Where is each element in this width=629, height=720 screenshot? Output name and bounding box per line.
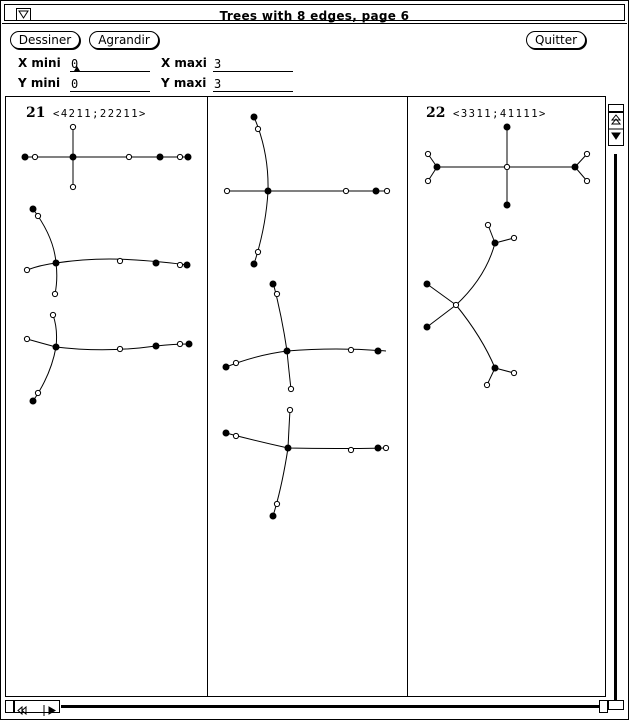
tree-vertex bbox=[492, 240, 498, 246]
tree-vertex bbox=[184, 262, 190, 268]
tree-vertex bbox=[22, 154, 28, 160]
tree-vertex bbox=[177, 262, 182, 267]
tree-vertex bbox=[233, 433, 238, 438]
tree-vertex bbox=[35, 213, 40, 218]
tree-canvas bbox=[5, 96, 606, 697]
down-arrow-icon bbox=[612, 133, 620, 139]
tree-vertex bbox=[32, 154, 37, 159]
triangle-down-icon bbox=[17, 9, 30, 20]
tree-vertex bbox=[224, 188, 229, 193]
tree-vertex bbox=[53, 260, 59, 266]
hscroll-track[interactable] bbox=[61, 705, 599, 708]
tree-vertex bbox=[492, 365, 498, 371]
title-bar bbox=[2, 2, 627, 24]
tree-vertices bbox=[22, 114, 590, 519]
tree-drawing bbox=[27, 315, 189, 401]
tree-vertex bbox=[484, 382, 489, 387]
tree-vertex bbox=[52, 291, 57, 296]
tree-vertex bbox=[30, 206, 36, 212]
enlarge-button[interactable]: Agrandir bbox=[89, 31, 159, 49]
vertical-scrollbar[interactable] bbox=[608, 104, 624, 714]
draw-button[interactable]: Dessiner bbox=[10, 31, 80, 49]
hscroll-left-cap[interactable] bbox=[5, 700, 14, 713]
scroll-bottom-cap[interactable] bbox=[608, 700, 624, 710]
tree-vertex bbox=[434, 164, 440, 170]
tree-vertex bbox=[53, 344, 59, 350]
hscroll-elevator[interactable] bbox=[14, 700, 60, 713]
tree-vertex bbox=[375, 348, 381, 354]
tree-vertex bbox=[424, 281, 430, 287]
double-left-arrow-icon bbox=[18, 707, 26, 714]
window-title: Trees with 8 edges, page 6 bbox=[219, 9, 410, 23]
tree-vertex bbox=[153, 260, 159, 266]
tree-drawing bbox=[27, 209, 187, 294]
hscroll-right-cap[interactable] bbox=[599, 700, 608, 713]
tree-vertex bbox=[70, 154, 76, 160]
tree-vertex bbox=[251, 261, 257, 267]
tree-vertex bbox=[153, 343, 159, 349]
x-min-label: X mini bbox=[18, 56, 61, 70]
tree-vertex bbox=[255, 126, 260, 131]
tree-vertex bbox=[270, 281, 276, 287]
tree-vertex bbox=[70, 124, 75, 129]
tree-vertex bbox=[24, 336, 29, 341]
tree-drawing bbox=[226, 410, 386, 516]
tree-vertex bbox=[274, 501, 279, 506]
tree-vertex bbox=[177, 154, 182, 159]
tree-vertex bbox=[24, 267, 29, 272]
tree-vertex bbox=[373, 188, 379, 194]
tree-vertex bbox=[425, 151, 430, 156]
tree-vertex bbox=[287, 407, 292, 412]
tree-vertex bbox=[117, 258, 122, 263]
scroll-top-cap[interactable] bbox=[608, 104, 624, 112]
text-caret bbox=[74, 66, 80, 71]
tree-vertex bbox=[223, 364, 229, 370]
tree-drawing bbox=[227, 117, 387, 264]
tree-vertex bbox=[384, 188, 389, 193]
tree-vertex bbox=[185, 154, 191, 160]
y-max-label: Y maxi bbox=[161, 76, 207, 90]
tree-vertex bbox=[504, 164, 509, 169]
window-menu-button[interactable] bbox=[16, 8, 31, 21]
tree-vertex bbox=[511, 370, 516, 375]
tree-number: 22 bbox=[426, 105, 446, 121]
x-max-label: X maxi bbox=[161, 56, 207, 70]
quit-button[interactable]: Quitter bbox=[526, 31, 586, 49]
tree-vertex bbox=[285, 445, 291, 451]
tree-vertex bbox=[424, 324, 430, 330]
tree-vertex bbox=[50, 312, 55, 317]
tree-drawing bbox=[226, 282, 386, 389]
tree-vertex bbox=[35, 390, 40, 395]
tree-vertex bbox=[425, 178, 430, 183]
tree-vertex bbox=[251, 114, 257, 120]
scroll-track[interactable] bbox=[614, 154, 617, 709]
tree-vertex bbox=[223, 430, 229, 436]
tree-vertex bbox=[274, 291, 279, 296]
tree-vertex bbox=[504, 124, 510, 130]
tree-vertex bbox=[348, 347, 353, 352]
tree-vertex bbox=[186, 341, 192, 347]
tree-vertex bbox=[504, 202, 510, 208]
tree-drawing bbox=[25, 127, 188, 187]
tree-vertex bbox=[485, 222, 490, 227]
tree-code: <3311;41111> bbox=[453, 108, 547, 120]
tree-number: 21 bbox=[26, 105, 46, 121]
title-bar-frame bbox=[4, 4, 625, 21]
tree-vertex bbox=[453, 302, 458, 307]
tree-vertex bbox=[348, 447, 353, 452]
tree-vertex bbox=[265, 188, 271, 194]
tree-drawings bbox=[6, 97, 605, 696]
y-max-field[interactable]: 3 bbox=[213, 76, 293, 92]
tree-vertex bbox=[70, 184, 75, 189]
tree-vertex bbox=[157, 154, 163, 160]
tree-vertex bbox=[117, 346, 122, 351]
tree-vertex bbox=[511, 235, 516, 240]
double-up-arrow-icon bbox=[612, 115, 620, 124]
tree-vertex bbox=[584, 151, 589, 156]
right-arrow-icon bbox=[49, 707, 55, 714]
tree-vertex bbox=[375, 445, 381, 451]
tree-vertex bbox=[343, 188, 348, 193]
x-max-field[interactable]: 3 bbox=[213, 56, 293, 72]
tree-vertex bbox=[383, 445, 388, 450]
y-min-label: Y mini bbox=[18, 76, 61, 90]
scroll-elevator[interactable] bbox=[608, 112, 624, 146]
tree-vertex bbox=[30, 398, 36, 404]
tree-vertex bbox=[233, 360, 238, 365]
x-min-field[interactable]: 0 bbox=[70, 56, 150, 72]
tree-vertex bbox=[255, 249, 260, 254]
tree-vertex bbox=[584, 178, 589, 183]
tree-vertex bbox=[270, 513, 276, 519]
tree-code: <4211;22211> bbox=[53, 108, 147, 120]
tree-vertex bbox=[284, 348, 290, 354]
tree-drawing bbox=[427, 225, 514, 385]
tree-vertex bbox=[572, 164, 578, 170]
tree-vertex bbox=[288, 386, 293, 391]
tree-vertex bbox=[177, 341, 182, 346]
y-min-field[interactable]: 0 bbox=[70, 76, 150, 92]
tree-vertex bbox=[126, 154, 131, 159]
